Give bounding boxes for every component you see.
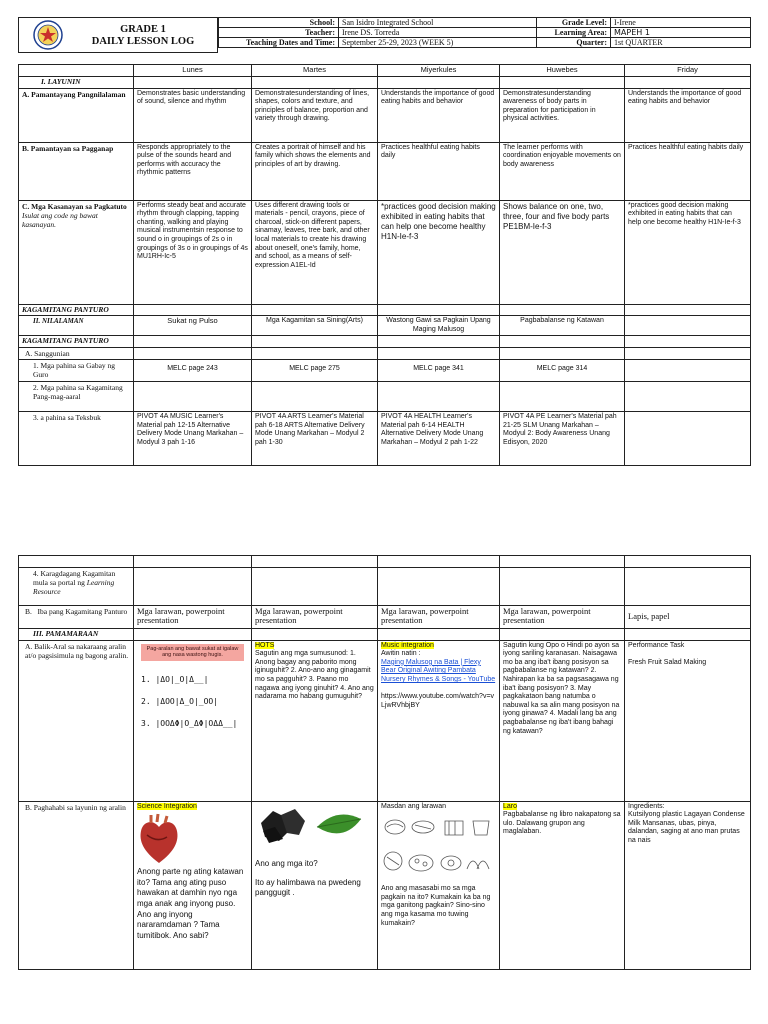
kasanayan-note: Isulat ang code ng bawat kasanayan. [22, 210, 98, 229]
cell-lunes [134, 640, 252, 801]
music-integration-tag: Music integration [381, 641, 434, 649]
quarter-value: 1st QUARTER [611, 38, 751, 48]
cell-lunes: MELC page 243 [134, 359, 252, 381]
youtube-url[interactable]: https://www.youtube.com/watch?v=vLjwRVhbjBY [381, 693, 495, 709]
cell-huwebes: Sagutin kung Opo o Hindi po ayon sa iyong sariling karanasan. Naisagawa mo ba ang iba't ibang posisyon sa pagbabalanse ng katawan? 2. Nahirapan ka ba sa pagsasagawa ng iba't ibang posisyon? 3. May pagkakataon bang natumba o nabuwal ka sa alin mang posisyon na iyong ginawa? 4. Madali lang ba ang pagbabalanse ng iba't ibang bahagi ng katawan? [500, 640, 625, 801]
teacher-value: Irene DS. Torreda [339, 28, 537, 38]
masdan-label: Masdan ang larawan [381, 802, 446, 810]
day-header: Lunes [134, 65, 252, 77]
cell-miyerkules [378, 640, 500, 801]
row-label-paghahabi: B. Paghahabi sa layunin ng aralin [19, 801, 134, 969]
cell-huwebes: Shows balance on one, two, three, four and five body parts PE1BM-Ie-f-3 [500, 200, 625, 304]
row-label-teksbuk: 3. a pahina sa Teksbuk [19, 411, 134, 465]
cell-huwebes: Mga larawan, powerpoint presentation [500, 606, 625, 629]
dates-label: Teaching Dates and Time: [219, 38, 339, 48]
learning-area-value: MAPEH 1 [611, 28, 751, 38]
cell-huwebes: The learner performs with coordination enjoyable movements on body awareness [500, 142, 625, 200]
awitin-label: Awitin natin : [381, 650, 421, 658]
cell-lunes: Performs steady beat and accurate rhythm through clapping, tapping chanting, walking and playing musical instrumentsin response to sound o in groupings of 2s o in groupings of 3s o in groupings of 4s MU1RH-Ic-5 [134, 200, 252, 304]
ingredients-title: Ingredients: [628, 802, 665, 810]
cell-miyerkules: MELC page 341 [378, 359, 500, 381]
cell-friday: *practices good decision making exhibited in eating habits that can help one become healthy H1N-Ie-f-3 [625, 200, 751, 304]
cell-martes [252, 801, 378, 969]
school-value: San Isidro Integrated School [339, 18, 537, 28]
nilalaman-huwebes: Pagbabalanse ng Katawan [500, 316, 625, 336]
header-info-table [218, 17, 751, 48]
rhythm-pattern: 3. |OOΔΦ|O_ΔΦ|OΔΔ__| [141, 718, 238, 728]
martes-questions: Sagutin ang mga sumusunod: 1. Anong bagay ang paborito mong iginuguhit? 2. Ano-ano ang ginagamit mo sa pagguhit? 3. Paano mo nagawa ang iyong ginuhit? 4. Ano ang nadarama mo habang gumuguhit? [255, 650, 374, 701]
lesson-table-part-1 [18, 64, 751, 466]
grade-level-label: Grade Level: [537, 18, 611, 28]
nilalaman-friday [625, 316, 751, 336]
cell-martes: Uses different drawing tools or materials - pencil, crayons, piece of charcoal, stick-on different papers, sinamay, leaves, tree bark, and other local materials to create his drawing about oneself, one's family, home, and school, as a means of self-expression A1EL-Id [252, 200, 378, 304]
section-nilalaman: II. NILALAMAN [19, 316, 134, 336]
martes-paghahabi-text: Ito ay halimbawa na pwedeng panggugit . [255, 877, 361, 898]
food-drawings-image [381, 815, 499, 883]
cell-friday [625, 411, 751, 465]
huwebes-paghahabi-text: Pagbabalanse ng libro nakapatong sa ulo. Dalawang grupon ang maglalaban. [503, 811, 621, 836]
cell-miyerkules: *practices good decision making exhibited in eating habits that can help one become healthy H1N-Ie-f-3 [378, 200, 500, 304]
song-link[interactable]: Maging Malusog na Bata | Flexy Bear Original Awiting Pambata Nursery Rhymes & Songs - YouTube [381, 658, 496, 683]
dates-value: September 25-29, 2023 (WEEK 5) [339, 38, 537, 48]
row-label-iba-pang-kagamitan: B. Iba pang Kagamitang Panturo [19, 606, 134, 629]
day-header: Friday [625, 65, 751, 77]
grade-title: GRADE 1 [120, 24, 166, 35]
nilalaman-miyerkules: Wastong Gawi sa Pagkain Upang Maging Malusog [378, 316, 500, 336]
corner-cell [19, 65, 134, 77]
lunes-paghahabi-text: Anong parte ng ating katawan ito? Tama ang ating puso hawakan at damhin nyo nga mga anak ang inyong puso. Ano ang inyong nararamdaman ? Tama tumitibok. Ano sabi? [137, 867, 244, 940]
martes-question: Ano ang mga ito? [255, 858, 318, 868]
cell-martes: PIVOT 4A ARTS Learner's Material pah 6-18 ARTS Alternative Delivery Mode Unang Markahan – Modyul 2 pah 1-30 [252, 411, 378, 465]
row-label-kagamitang-pang-mag-aaral: 2. Mga pahina sa Kagamitang Pang-mag-aaral [19, 381, 134, 411]
grade-level-value: I-Irene [611, 18, 751, 28]
ingredients-list: Kutsilyong plastic Lagayan Condense Milk Mansanas, ubas, pinya, dalandan, saging at ano man prutas na nais [628, 811, 745, 844]
row-label-sanggunian: A. Sanggunian [19, 347, 134, 359]
rhythm-banner: Pag-aralan ang bawat sukat at igalaw ang nasa wastong hugis. [141, 644, 244, 661]
row-label-gabay-guro: 1. Mga pahina sa Gabay ng Guro [19, 359, 134, 381]
charcoal-and-leaf-image [255, 805, 367, 845]
section-kagamitan: KAGAMITANG PANTURO [19, 304, 134, 316]
cell-martes: MELC page 275 [252, 359, 378, 381]
row-label-karagdagang-kagamitan: 4. Karagdagang Kagamitan mula sa portal ng Learning Resource [19, 568, 134, 606]
cell-miyerkules: Mga larawan, powerpoint presentation [378, 606, 500, 629]
cell-miyerkules: Understands the importance of good eating habits and behavior [378, 88, 500, 142]
performance-task-title: Performance Task [628, 641, 685, 649]
section-pamamaraan: III. PAMAMARAAN [19, 629, 134, 641]
cell-lunes: PIVOT 4A MUSIC Learner's Material pah 12-15 Alternative Delivery Mode Unang Markahan – Modyul 3 pah 1-16 [134, 411, 252, 465]
day-header: Huwebes [500, 65, 625, 77]
cell-lunes: Responds appropriately to the pulse of the sounds heard and performs with accuracy the rhythmic patterns [134, 142, 252, 200]
laro-tag: Laro [503, 802, 518, 810]
cell-miyerkules: Practices healthful eating habits daily [378, 142, 500, 200]
header-logo-block [18, 17, 218, 53]
cell-huwebes: MELC page 314 [500, 359, 625, 381]
section-layunin: I. LAYUNIN [19, 77, 134, 89]
miyerkules-paghahabi-text: Ano ang masasabi mo sa mga pagkain na ito? Kumakain ka ba ng mga ganitong pagkain? Sino-sino ang mga kasama mo tuwing kumakain? [381, 885, 491, 927]
cell-lunes: Mga larawan, powerpoint presentation [134, 606, 252, 629]
cell-friday [625, 640, 751, 801]
cell-huwebes: Demonstratesunderstanding awareness of body parts in preparation for participation in physical activities. [500, 88, 625, 142]
cell-martes: Demonstratesunderstanding of lines, shapes, colors and texture, and principles of balance, proportion and variety through drawing. [252, 88, 378, 142]
rhythm-pattern: 2. |ΔOO|Δ_O|_OO| [141, 696, 219, 706]
cell-friday: Lapis, papel [625, 606, 751, 629]
lesson-table-part-2 [18, 555, 751, 970]
hots-tag: HOTS [255, 641, 275, 649]
deped-seal-icon [33, 20, 63, 50]
cell-friday [625, 801, 751, 969]
cell-friday [625, 359, 751, 381]
cell-huwebes: PIVOT 4A PE Learner's Material pah 21-25 SLM Unang Markahan – Modyul 2: Body Awareness Unang Edisyon, 2020 [500, 411, 625, 465]
cell-martes: Creates a portrait of himself and his family which shows the elements and principles of art by drawing. [252, 142, 378, 200]
day-header: Miyerkules [378, 65, 500, 77]
heart-image [137, 813, 181, 865]
rhythm-pattern: 1. |ΔO|_O|Δ__| [141, 674, 209, 684]
section-kagamitan: KAGAMITANG PANTURO [19, 336, 134, 348]
row-label-pamantayang-pangnilalaman: A. Pamantayang Pangnilalaman [19, 88, 134, 142]
nilalaman-lunes: Sukat ng Pulso [134, 316, 252, 336]
performance-task-text: Fresh Fruit Salad Making [628, 658, 707, 666]
row-label-balik-aral: A. Balik-Aral sa nakaraang aralin at/o pagsisimula ng bagong aralin. [19, 640, 134, 801]
day-header: Martes [252, 65, 378, 77]
learning-area-label: Learning Area: [537, 28, 611, 38]
cell-miyerkules [378, 801, 500, 969]
cell-martes [252, 640, 378, 801]
cell-friday: Understands the importance of good eating habits and behavior [625, 88, 751, 142]
science-integration-tag: Science Integration [137, 802, 197, 810]
row-label-pamantayan-pagganap: B. Pamantayan sa Pagganap [19, 142, 134, 200]
cell-lunes [134, 801, 252, 969]
quarter-label: Quarter: [537, 38, 611, 48]
row-label-kasanayan: C. Mga Kasanayan sa Pagkatuto Isulat ang code ng bawat kasanayan. [19, 200, 134, 304]
log-title: DAILY LESSON LOG [91, 36, 195, 47]
cell-lunes: Demonstrates basic understanding of sound, silence and rhythm [134, 88, 252, 142]
cell-huwebes [500, 801, 625, 969]
school-label: School: [219, 18, 339, 28]
teacher-label: Teacher: [219, 28, 339, 38]
cell-miyerkules: PIVOT 4A HEALTH Learner's Material pah 6-14 HEALTH Alternative Delivery Mode Unang Markahan – Modyul 2 pah 1-22 [378, 411, 500, 465]
nilalaman-martes: Mga Kagamitan sa Sining(Arts) [252, 316, 378, 336]
cell-martes: Mga larawan, powerpoint presentation [252, 606, 378, 629]
cell-friday: Practices healthful eating habits daily [625, 142, 751, 200]
